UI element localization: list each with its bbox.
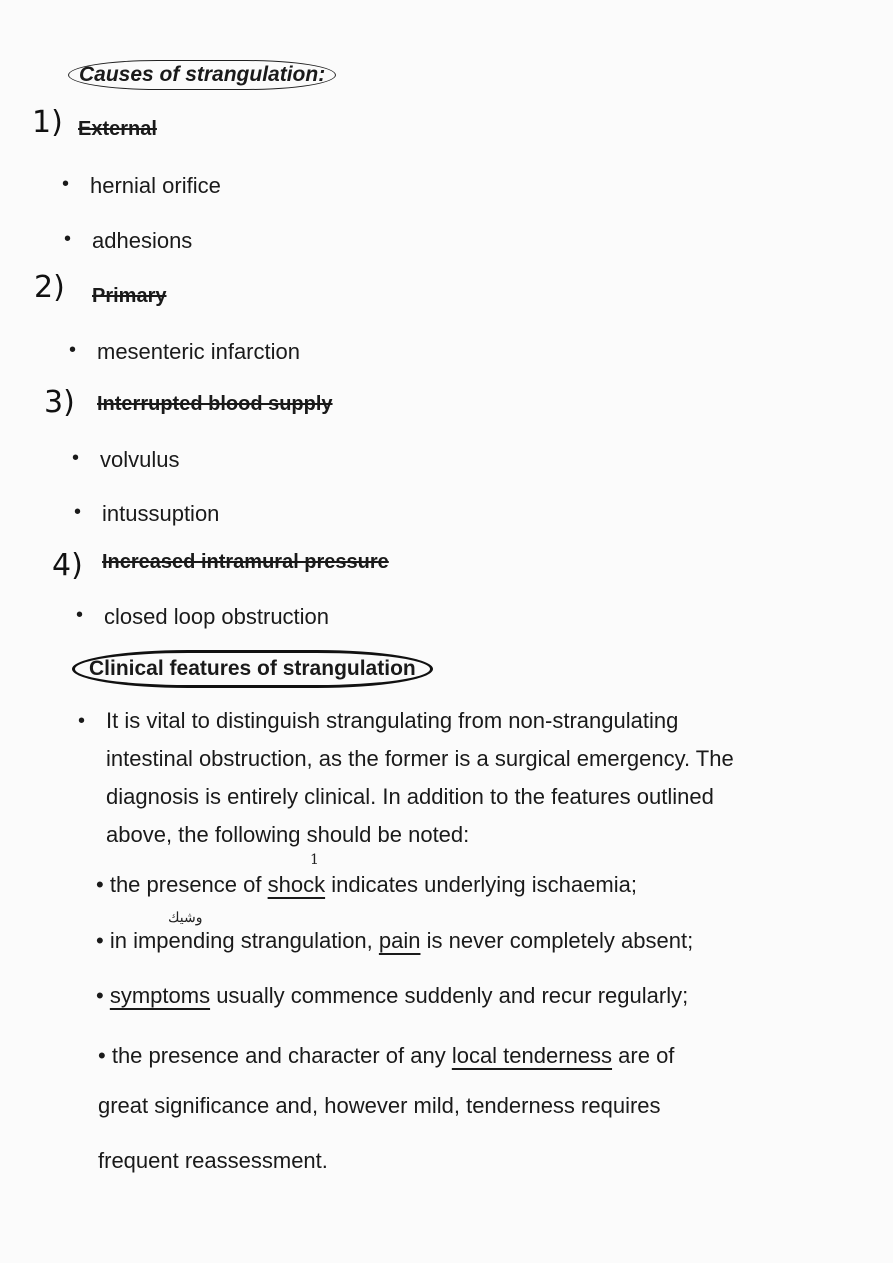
list-item: • intussuption xyxy=(102,501,219,527)
feature-item: • in impending strangulation, pain is never completely absent; xyxy=(96,928,694,953)
feature-item: • the presence and character of any local tenderness are of xyxy=(98,1043,675,1068)
impending-annotation: وشيك xyxy=(168,910,203,926)
feature-key: symptoms xyxy=(109,983,211,1008)
group-label: External xyxy=(78,118,157,140)
list-item: • closed loop obstruction xyxy=(104,604,329,630)
shock-annotation: 1 xyxy=(310,852,319,868)
continuation-line: great significance and, however mild, tenderness requires xyxy=(98,1093,661,1118)
intro-paragraph xyxy=(78,702,746,854)
causes-title: Causes of strangulation: xyxy=(68,60,336,90)
feature-item: • the presence of shock indicates underlying ischaemia; xyxy=(96,872,637,897)
group-number: 4) xyxy=(52,548,83,583)
clinical-title: Clinical features of strangulation xyxy=(72,650,433,688)
feature-key: local tenderness xyxy=(451,1043,613,1068)
feature-item: • symptoms usually commence suddenly and recur regularly; xyxy=(96,983,689,1008)
group-label: Increased intramural pressure xyxy=(102,551,389,573)
group-number: 3) xyxy=(44,385,75,420)
group-number: 1) xyxy=(32,105,63,140)
list-item: • volvulus xyxy=(100,447,179,473)
group-label: Interrupted blood supply xyxy=(97,393,333,415)
group-number: 2) xyxy=(34,270,65,305)
list-item: • mesenteric infarction xyxy=(97,339,300,365)
feature-key: pain xyxy=(378,928,421,953)
continuation-line: frequent reassessment. xyxy=(98,1148,328,1173)
feature-key: shock xyxy=(267,872,326,897)
bullet-icon: • xyxy=(78,710,86,732)
list-item: • hernial orifice xyxy=(90,173,221,199)
intro-text: It is vital to distinguish strangulating from non-strangulating intestinal obstruction, as the former is a surgical emergency. The diagnosis is entirely clinical. In addition to the features outlined above, the following should be noted: xyxy=(106,708,734,847)
group-label: Primary xyxy=(92,285,167,307)
list-item: • adhesions xyxy=(92,228,192,254)
